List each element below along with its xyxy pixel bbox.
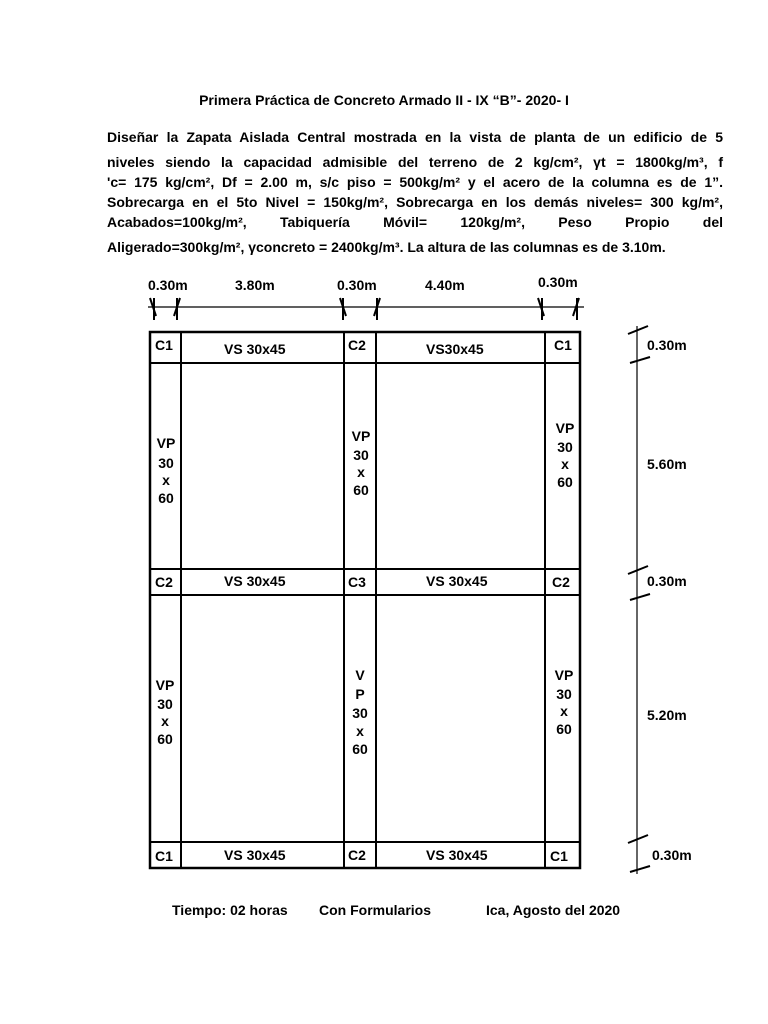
svg-text:x: x xyxy=(162,472,170,488)
statement-line: Aligerado=300kg/m², γconcreto = 2400kg/m³. La altura de las columnas es de 3.10m. xyxy=(107,239,666,255)
column-label: C2 xyxy=(552,574,570,590)
dim-top-3: 0.30m xyxy=(337,277,377,293)
column-label: C1 xyxy=(550,848,568,864)
column-label: C2 xyxy=(348,337,366,353)
footer-forms: Con Formularios xyxy=(319,902,432,918)
beam-vs-label: VS 30x45 xyxy=(224,341,286,357)
beam-vs-label: VS 30x45 xyxy=(224,847,286,863)
svg-text:VP: VP xyxy=(554,667,574,683)
beam-vp-label xyxy=(555,667,574,737)
svg-text:VP: VP xyxy=(155,677,175,693)
svg-text:VP: VP xyxy=(555,420,575,436)
footer-place-date: Ica, Agosto del 2020 xyxy=(486,902,621,918)
svg-text:VP: VP xyxy=(351,428,371,444)
dim-right-3: 0.30m xyxy=(647,573,687,589)
column-label: C3 xyxy=(348,574,366,590)
svg-text:30: 30 xyxy=(352,705,368,721)
svg-text:60: 60 xyxy=(158,490,174,506)
svg-text:x: x xyxy=(161,713,169,729)
svg-text:60: 60 xyxy=(157,731,173,747)
dim-right-4: 5.20m xyxy=(647,707,687,723)
column-label: C2 xyxy=(155,574,173,590)
svg-text:x: x xyxy=(560,703,568,719)
svg-text:60: 60 xyxy=(353,482,369,498)
column-label: C2 xyxy=(348,847,366,863)
svg-text:30: 30 xyxy=(353,447,369,463)
beam-vs-label: VS 30x45 xyxy=(426,847,488,863)
statement-line: 'c= 175 kg/cm², Df = 2.00 m, s/c piso = 500kg/m² y el acero de la columna es de 1”. xyxy=(107,174,723,190)
column-label: C1 xyxy=(554,337,572,353)
beam-vs-label: VS 30x45 xyxy=(426,573,488,589)
statement-line: niveles siendo la capacidad admisible del terreno de 2 kg/cm², γt = 1800kg/m³, f xyxy=(107,154,723,170)
dim-right-5: 0.30m xyxy=(652,847,692,863)
dim-top-2: 3.80m xyxy=(235,277,275,293)
svg-text:30: 30 xyxy=(557,439,573,455)
dim-right-1: 0.30m xyxy=(647,337,687,353)
beam-vp-label xyxy=(157,435,176,506)
svg-text:x: x xyxy=(357,464,365,480)
beam-vp-label xyxy=(156,677,175,747)
svg-text:60: 60 xyxy=(556,721,572,737)
svg-text:V: V xyxy=(355,667,365,683)
svg-text:30: 30 xyxy=(158,455,174,471)
dim-top-4: 4.40m xyxy=(425,277,465,293)
svg-text:x: x xyxy=(561,456,569,472)
dim-right-2: 5.60m xyxy=(647,456,687,472)
statement-line: Sobrecarga en el 5to Nivel = 150kg/m², Sobrecarga en los demás niveles= 300 kg/m², xyxy=(107,194,723,210)
right-dimension-ticks xyxy=(628,326,650,872)
footer-time: Tiempo: 02 horas xyxy=(172,902,288,918)
svg-text:30: 30 xyxy=(556,686,572,702)
top-dimension-ticks xyxy=(150,298,579,320)
statement-line: Diseñar la Zapata Aislada Central mostrada en la vista de planta de un edificio de 5 xyxy=(107,129,723,145)
svg-text:60: 60 xyxy=(352,741,368,757)
statement-line: Acabados=100kg/m², Tabiquería Móvil= 120kg/m², Peso Propio del xyxy=(107,214,723,230)
dim-top-1: 0.30m xyxy=(148,277,188,293)
beam-vs-label: VS 30x45 xyxy=(224,573,286,589)
beam-vs-label: VS30x45 xyxy=(426,341,484,357)
svg-text:30: 30 xyxy=(157,696,173,712)
beam-vp-label xyxy=(352,428,371,498)
column-label: C1 xyxy=(155,848,173,864)
svg-text:VP: VP xyxy=(156,435,176,451)
svg-text:60: 60 xyxy=(557,474,573,490)
column-label: C1 xyxy=(155,337,173,353)
beam-vp-label xyxy=(556,420,575,490)
svg-text:P: P xyxy=(355,686,365,702)
dim-top-5: 0.30m xyxy=(538,274,578,290)
beam-vp-label xyxy=(352,667,368,757)
svg-text:x: x xyxy=(356,723,364,739)
exam-title: Primera Práctica de Concreto Armado II - IX “B”- 2020- I xyxy=(199,92,569,108)
plan-outline xyxy=(150,332,580,868)
